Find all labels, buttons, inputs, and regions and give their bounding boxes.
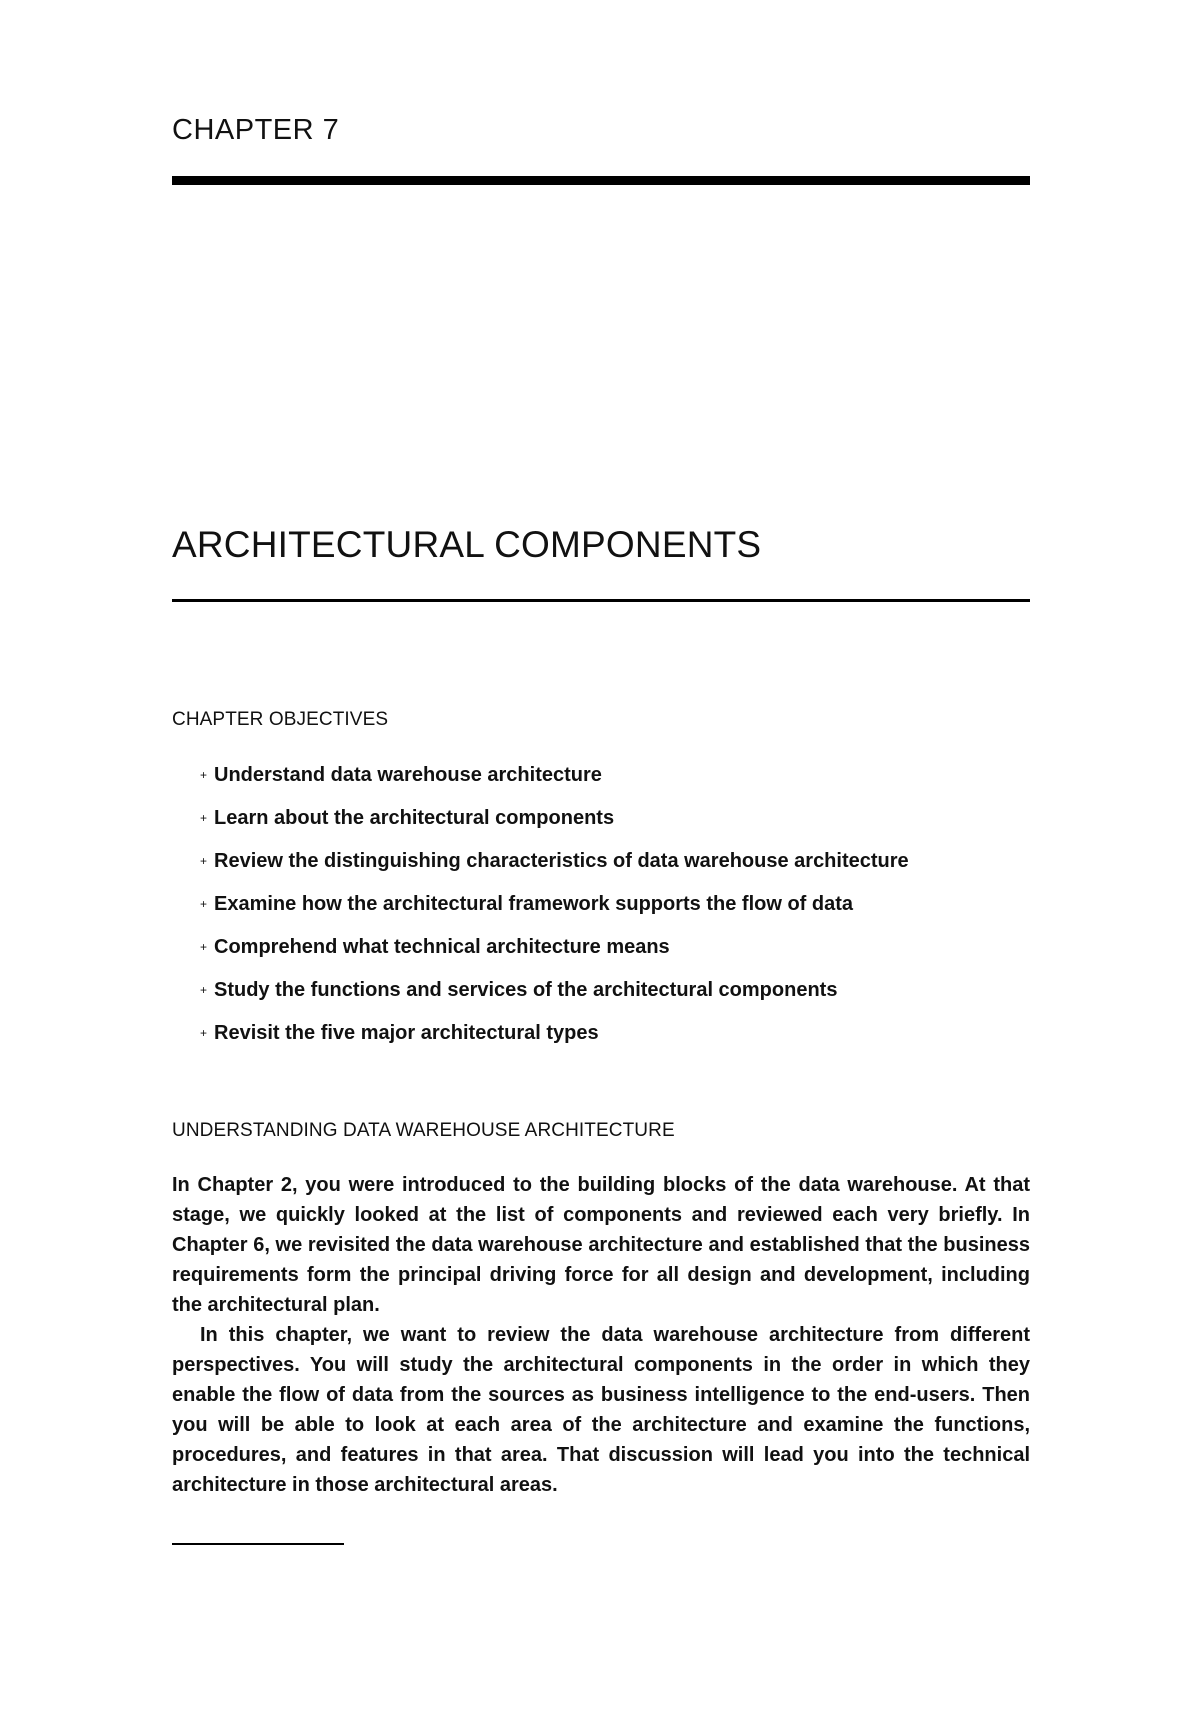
bullet-icon: + [200,1026,208,1040]
objective-item [200,849,909,892]
objective-text: Understand data warehouse architecture [214,764,602,786]
objective-item [200,892,909,935]
title-rule [172,599,1030,602]
bullet-icon: + [200,983,208,997]
objective-text: Learn about the architectural components [214,807,615,829]
objective-text: Review the distinguishing characteristics of data warehouse architecture [214,850,909,872]
bullet-icon: + [200,768,208,782]
bullet-icon: + [200,940,208,954]
chapter-thick-rule [172,176,1030,185]
section-body [172,1170,1030,1500]
body-paragraph: In this chapter, we want to review the data warehouse architecture from different perspectives. You will study the architectural components in the order in which they enable the flow of data from the sources as business intelligence to the end-users. Then you will be able to look at each area of the architecture and examine the functions, procedures, and features in that area. That discussion will lead you into the technical architecture in those architectural areas. [172,1324,1030,1496]
bullet-icon: + [200,811,208,825]
objective-text: Study the functions and services of the architectural components [214,979,838,1001]
bullet-icon: + [200,854,208,868]
footnote-rule [172,1543,344,1545]
chapter-number: CHAPTER 7 [172,114,340,146]
objective-text: Revisit the five major architectural types [214,1022,599,1044]
objective-item [200,763,909,806]
book-page [172,0,1030,1714]
objective-item [200,978,909,1021]
objective-item [200,1021,909,1064]
objectives-list [200,763,909,1064]
objective-item [200,935,909,978]
section-heading: UNDERSTANDING DATA WAREHOUSE ARCHITECTURE [172,1120,675,1141]
objective-text: Comprehend what technical architecture means [214,936,670,958]
objective-item [200,806,909,849]
objective-text: Examine how the architectural framework supports the flow of data [214,893,854,915]
bullet-icon: + [200,897,208,911]
objectives-heading: CHAPTER OBJECTIVES [172,709,389,730]
body-paragraph: In Chapter 2, you were introduced to the building blocks of the data warehouse. At that stage, we quickly looked at the list of components and reviewed each very briefly. In Chapter 6, we revisited the data warehouse architecture and established that the business requirements form the principal driving force for all design and development, including the architectural plan. [172,1174,1030,1316]
chapter-title: ARCHITECTURAL COMPONENTS [172,524,762,565]
